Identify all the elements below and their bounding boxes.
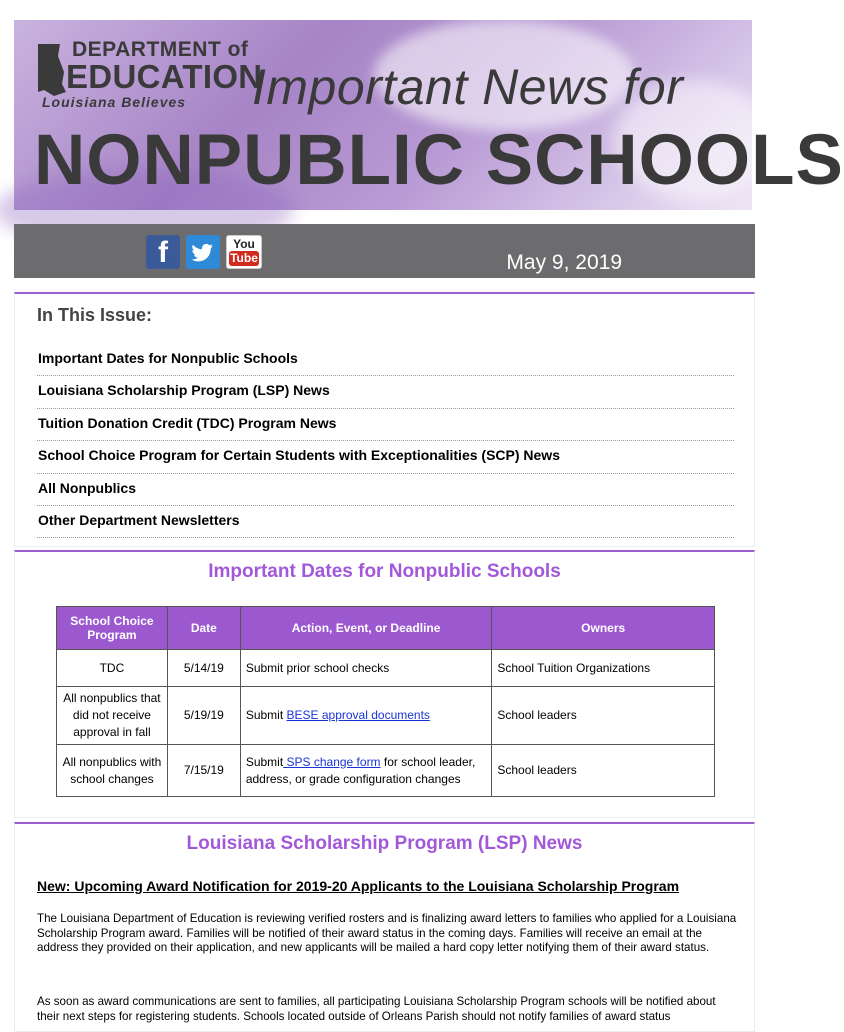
in-this-issue-section (14, 292, 755, 547)
owners-cell: School leaders (492, 745, 715, 797)
department-logo-line2: EDUCATION (66, 58, 263, 95)
bese-approval-documents-link[interactable]: BESE approval documents (286, 708, 430, 722)
newsletter-date: May 9, 2019 (506, 251, 622, 274)
column-header: School Choice Program (57, 607, 168, 650)
action-text: Submit prior school checks (245, 660, 390, 675)
youtube-you-text: You (233, 237, 255, 251)
action-text: Submit (245, 708, 287, 722)
action-text: for school leader, address, or grade configuration changes (245, 754, 476, 786)
lsp-news-title: Louisiana Scholarship Program (LSP) News (186, 833, 583, 854)
banner-title-line1: Important News for (252, 59, 684, 115)
lsp-paragraph: As soon as award communications are sent to families, all participating Louisiana Scholarship Program schools will be notified about their next steps for registering students. Schools located outside of Orleans Parish should not notify families of award status (37, 995, 716, 1023)
twitter-icon[interactable] (186, 235, 220, 269)
facebook-icon[interactable]: f (146, 235, 180, 269)
program-cell: TDC (57, 650, 168, 687)
louisiana-state-icon (36, 42, 66, 98)
date-cell: 5/14/19 (167, 650, 240, 687)
program-cell: All nonpublics that did not receive approval in fall (57, 687, 168, 745)
department-tagline: Louisiana Believes (42, 94, 187, 110)
action-cell (240, 745, 492, 797)
lsp-paragraph: The Louisiana Department of Education is reviewing verified rosters and is finalizing award letters to families who applied for a Louisiana Scholarship Program award. Families will be notified of their award status in the coming days. Families will receive an email at the address they provided on their application, and new applicants will be mailed a hard copy letter notifying them of their award status. (37, 912, 737, 954)
table-row (57, 745, 715, 797)
table-row (57, 650, 715, 687)
lsp-news-section (14, 822, 755, 1032)
action-cell (240, 650, 492, 687)
header-banner (14, 20, 844, 210)
program-cell: All nonpublics with school changes (57, 745, 168, 797)
important-dates-title: Important Dates for Nonpublic Schools (208, 561, 561, 582)
date-cell: 5/19/19 (167, 687, 240, 745)
banner-title-line2: NONPUBLIC SCHOOLS (34, 121, 844, 200)
youtube-tube-text: Tube (230, 251, 258, 265)
social-date-bar (14, 224, 755, 278)
issue-link-all-nonpublics[interactable]: All Nonpublics (37, 474, 734, 506)
table-header-row (57, 607, 715, 650)
owners-cell: School Tuition Organizations (492, 650, 715, 687)
in-this-issue-heading: In This Issue: (37, 305, 153, 325)
important-dates-section (14, 550, 755, 818)
issue-link-scp-news[interactable]: School Choice Program for Certain Students with Exceptionalities (SCP) News (37, 441, 734, 473)
action-cell (240, 687, 492, 745)
issue-list (37, 344, 734, 538)
column-header: Action, Event, or Deadline (240, 607, 492, 650)
twitter-bird-icon (186, 235, 220, 269)
issue-link-other-newsletters[interactable]: Other Department Newsletters (37, 506, 734, 538)
column-header: Owners (492, 607, 715, 650)
column-header: Date (167, 607, 240, 650)
issue-link-tdc-news[interactable]: Tuition Donation Credit (TDC) Program News (37, 409, 734, 441)
youtube-icon[interactable] (226, 235, 262, 269)
owners-cell: School leaders (492, 687, 715, 745)
award-notification-subheading: New: Upcoming Award Notification for 2019-20 Applicants to the Louisiana Scholarship Program (37, 878, 680, 894)
department-logo-line1: DEPARTMENT of (72, 38, 249, 61)
table-row (57, 687, 715, 745)
issue-link-important-dates[interactable]: Important Dates for Nonpublic Schools (37, 344, 734, 376)
sps-change-form-link[interactable]: SPS change form (283, 754, 381, 769)
date-cell: 7/15/19 (167, 745, 240, 797)
issue-link-lsp-news[interactable]: Louisiana Scholarship Program (LSP) News (37, 376, 734, 408)
action-text: Submit (245, 754, 284, 769)
important-dates-table (56, 606, 715, 797)
